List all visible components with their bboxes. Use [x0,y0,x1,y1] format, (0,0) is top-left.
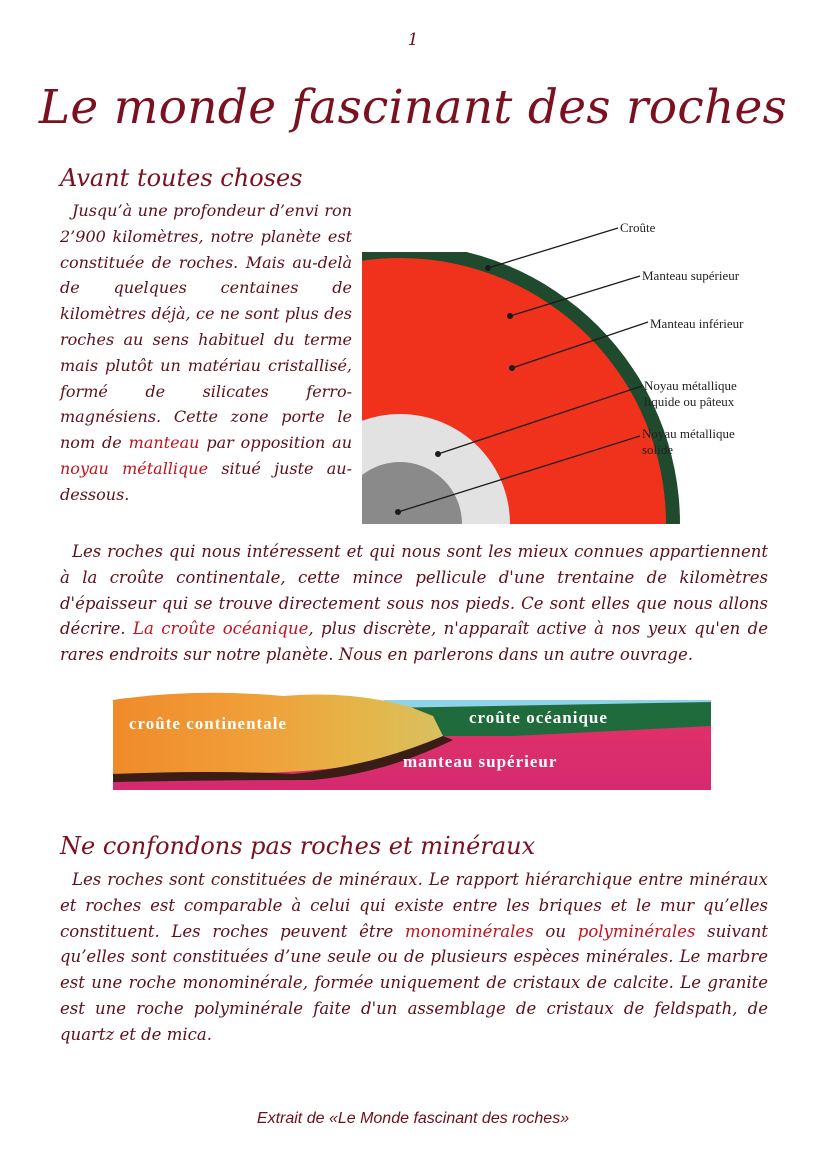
term-monomineral: monominérales [404,921,534,941]
term-croute-oceanique: La croûte océanique [133,619,309,639]
label-upper-mantle: Manteau supérieur [642,268,740,283]
rocks-minerals-paragraph [60,867,768,1048]
intro-text-c: situé juste au-dessous. [60,458,352,504]
label-inner-core-1: Noyau métallique [642,426,735,441]
roches-text-a: Les roches qui nous intéressent et qui nous sont les mieux connues appartiennent à la croûte continentale, cette mince pellicule d'une trentaine de kilomètres d'épaisseur qui se trouve directement sous nos pieds. Ce sont elles que nous allons décrire. [60,542,768,639]
section-heading-roches-mineraux: Ne confondons pas roches et minéraux [60,832,536,860]
intro-text-b: par opposition au [199,433,352,453]
minx-text-a: Les roches sont constituées de minéraux. Le rapport hiérarchique entre minéraux et roches est comparable à celui qui existe entre les briques et le mur qu’elles constituent. Les roches peuvent être [60,870,768,941]
intro-text-a: Jusqu’à une profondeur d’envi ron 2’900 kilomètres, notre planète est constituée de roches. Mais au-delà de quelques centaines de kilomètres déjà, ce ne sont plus des roches au sens habituel du terme mais plutôt un matériau cristallisé, formé de silicates ferro-magnésiens. Cette zone porte le nom de [60,201,352,453]
label-crust: Croûte [620,220,656,235]
label-upper-mantle-section: manteau supérieur [403,752,558,771]
term-noyau-metallique: noyau métallique [60,458,209,478]
label-inner-core-2: solide [642,442,674,457]
label-continental-crust: croûte continentale [129,714,287,733]
intro-paragraph [60,198,352,508]
earth-layers-figure [362,200,766,524]
term-polymineral: polyminérales [577,921,696,941]
label-outer-core-1: Noyau métallique [644,378,737,393]
label-outer-core-2: liquide ou pâteux [644,394,735,409]
page-title: Le monde fascinant des roches [38,80,788,135]
label-lower-mantle: Manteau inférieur [650,316,744,331]
footer-source: Extrait de «Le Monde fascinant des roches» [256,1110,570,1127]
label-oceanic-crust: croûte océanique [469,708,608,727]
page-number: 1 [407,30,419,50]
continental-crust-paragraph [60,539,768,668]
crust-section-figure [113,686,711,790]
minx-text-b: ou [533,921,578,941]
minx-text-c: suivant qu’elles sont constituées d’une seule ou de plusieurs espèces minérales. Le marbre est une roche monominérale, formée uniquement de cristaux de calcite. Le granite est une roche polyminérale faite d'un assemblage de cristaux de feldspath, de quartz et de mica. [60,921,768,1044]
section-heading-avant: Avant toutes choses [60,164,303,192]
term-manteau: manteau [128,433,200,453]
roches-text-b: , plus discrète, n'apparaît active à nos yeux qu'en de rares endroits sur notre planète. Nous en parlerons dans un autre ouvrage. [60,619,769,665]
